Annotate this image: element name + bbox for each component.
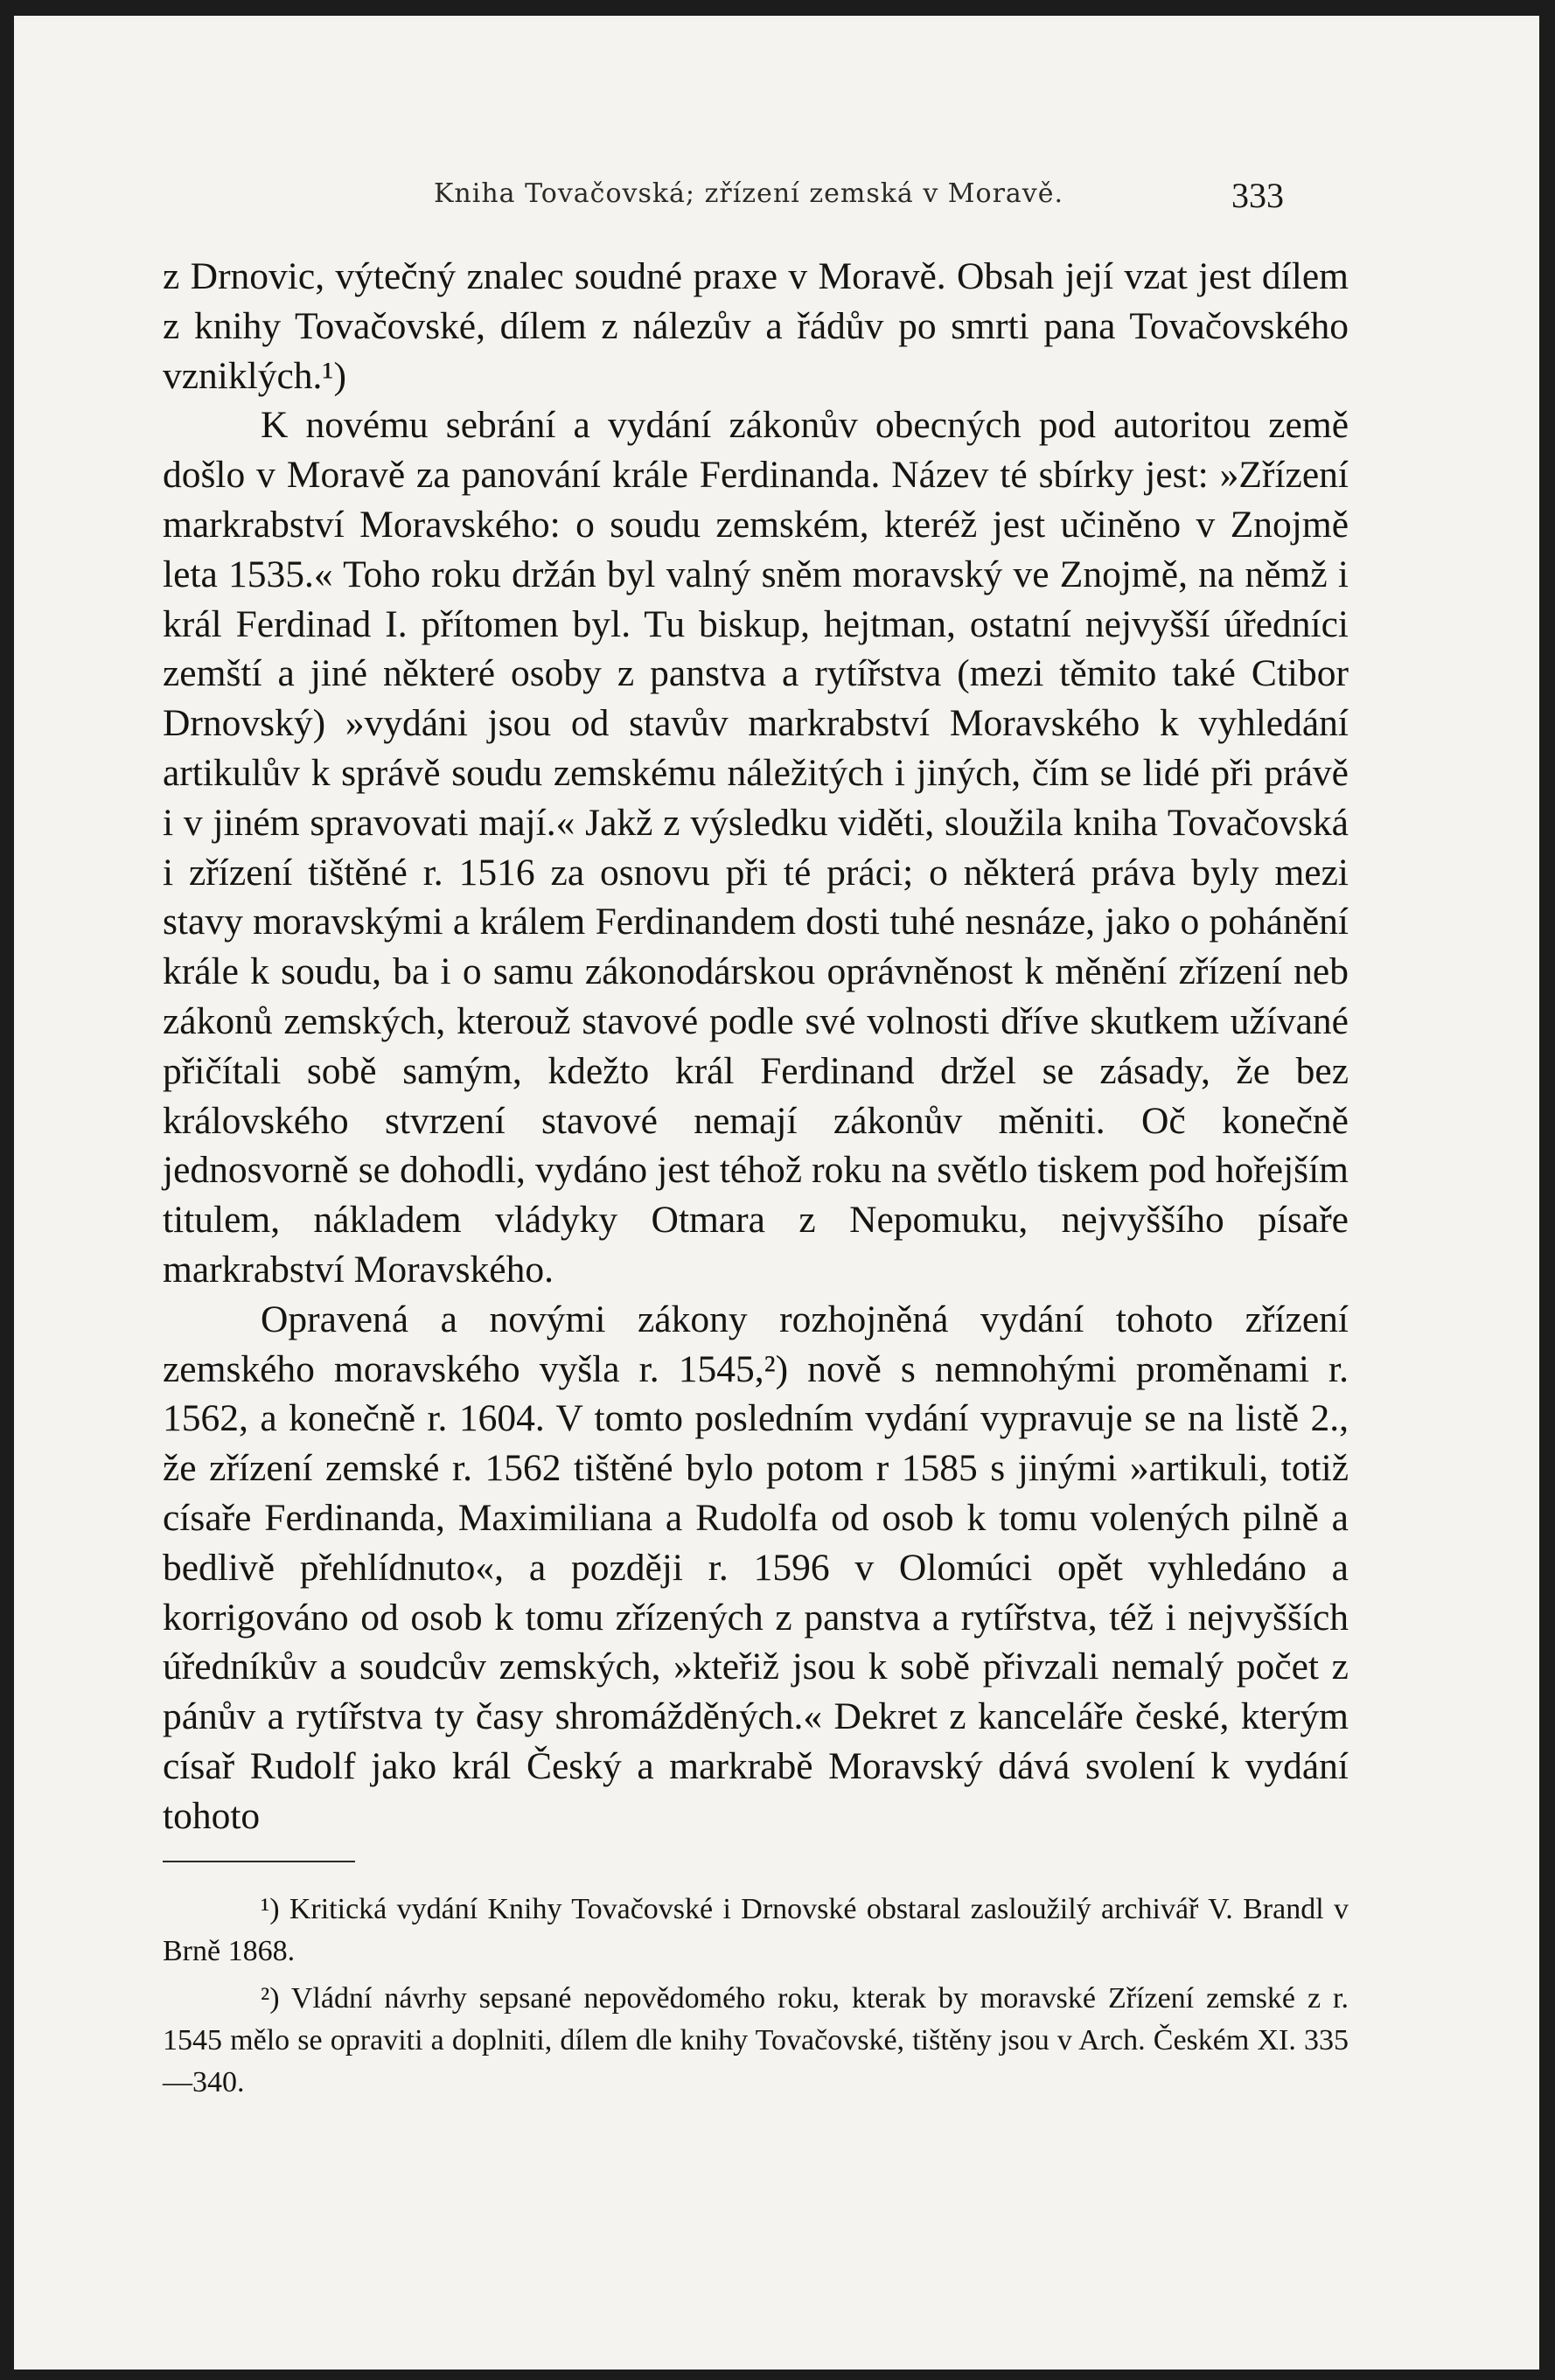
main-text <box>163 252 1349 1841</box>
paragraph-3: Opravená a novými zákony rozhojněná vydání tohoto zřízení zemského moravského vyšla r. 1545,²) nově s nemnohými proměnami r. 1562, a konečně r. 1604. V tomto posledním vydání vypravuje se na listě 2., že zřízení zemské r. 1562 tištěné bylo potom r 1585 s jinými »artikuli, totiž císaře Ferdinanda, Maximiliana a Rudolfa od osob k tomu volených pilně a bedlivě přehlídnuto«, a později r. 1596 v Olomúci opět vyhledáno a korrigováno od osob k tomu zřízených z panstva a rytířstva, též i nejvyšších úředníkův a soudcův zemských, »kteřiž jsou k sobě přivzali nemalý počet z pánův a rytířstva ty časy shromážděných.« Dekret z kanceláře české, kterým císař Rudolf jako král Český a markrabě Moravský dává svolení k vydání tohoto <box>163 1298 1349 1837</box>
footnotes <box>163 1889 1349 2109</box>
footnote-2: ²) Vládní návrhy sepsané nepovědomého roku, kterak by moravské Zřízení zemské z r. 1545 mělo se opraviti a doplniti, dílem dle knihy Tovačovské, tištěny jsou v Arch. Českém XI. 335—340. <box>163 1982 1349 2098</box>
book-page <box>14 16 1539 2370</box>
page-number: 333 <box>1231 176 1284 215</box>
page-header <box>14 166 1539 219</box>
footnote-1: ¹) Kritická vydání Knihy Tovačovské i Drnovské obstaral zasloužilý archivář V. Brandl v Brně 1868. <box>163 1893 1349 1967</box>
footnote-divider <box>163 1861 355 1862</box>
paragraph-2: K novému sebrání a vydání zákonův obecných pod autoritou země došlo v Moravě za panování krále Ferdinanda. Název té sbírky jest: »Zřízení markrabství Moravského: o soudu zemském, kteréž jest učiněno v Znojmě leta 1535.« Toho roku držán byl valný sněm moravský ve Znojmě, na němž i král Ferdinad I. přítomen byl. Tu biskup, hejtman, ostatní nejvyšší úředníci zemští a jiné některé osoby z panstva a rytířstva (mezi těmito také Ctibor Drnovský) »vydáni jsou od stavův markrabství Moravského k vyhledání artikulův k správě soudu zemskému náležitých i jiných, čím se lidé při právě i v jiném spravovati mají.« Jakž z výsledku viděti, sloužila kniha Tovačovská i zřízení tištěné r. 1516 za osnovu při té práci; o některá práva byly mezi stavy moravskými a králem Ferdinandem dosti tuhé nesnáze, jako o pohánění krále k soudu, ba i o samu zákonodárskou oprávněnost k měnění zřízení neb zákonů zemských, kterouž stavové podle své volnosti dříve skutkem užívané přičítali sobě samým, kdežto král Ferdinand držel se zásady, že bez královského stvrzení stavové nemají zákonův měniti. Oč konečně jednosvorně se dohodli, vydáno jest téhož roku na světlo tiskem pod hořejším titulem, nákladem vládyky Otmara z Nepomuku, nejvyššího písaře markrabství Moravského. <box>163 404 1349 1291</box>
paragraph-1: z Drnovic, výtečný znalec soudné praxe v Moravě. Obsah její vzat jest dílem z knihy Tovačovské, dílem z nálezův a řádův po smrti pana Tovačovského vzniklých.¹) <box>163 255 1349 397</box>
running-title: Kniha Tovačovská; zřízení zemská v Moravě. <box>434 178 1064 209</box>
